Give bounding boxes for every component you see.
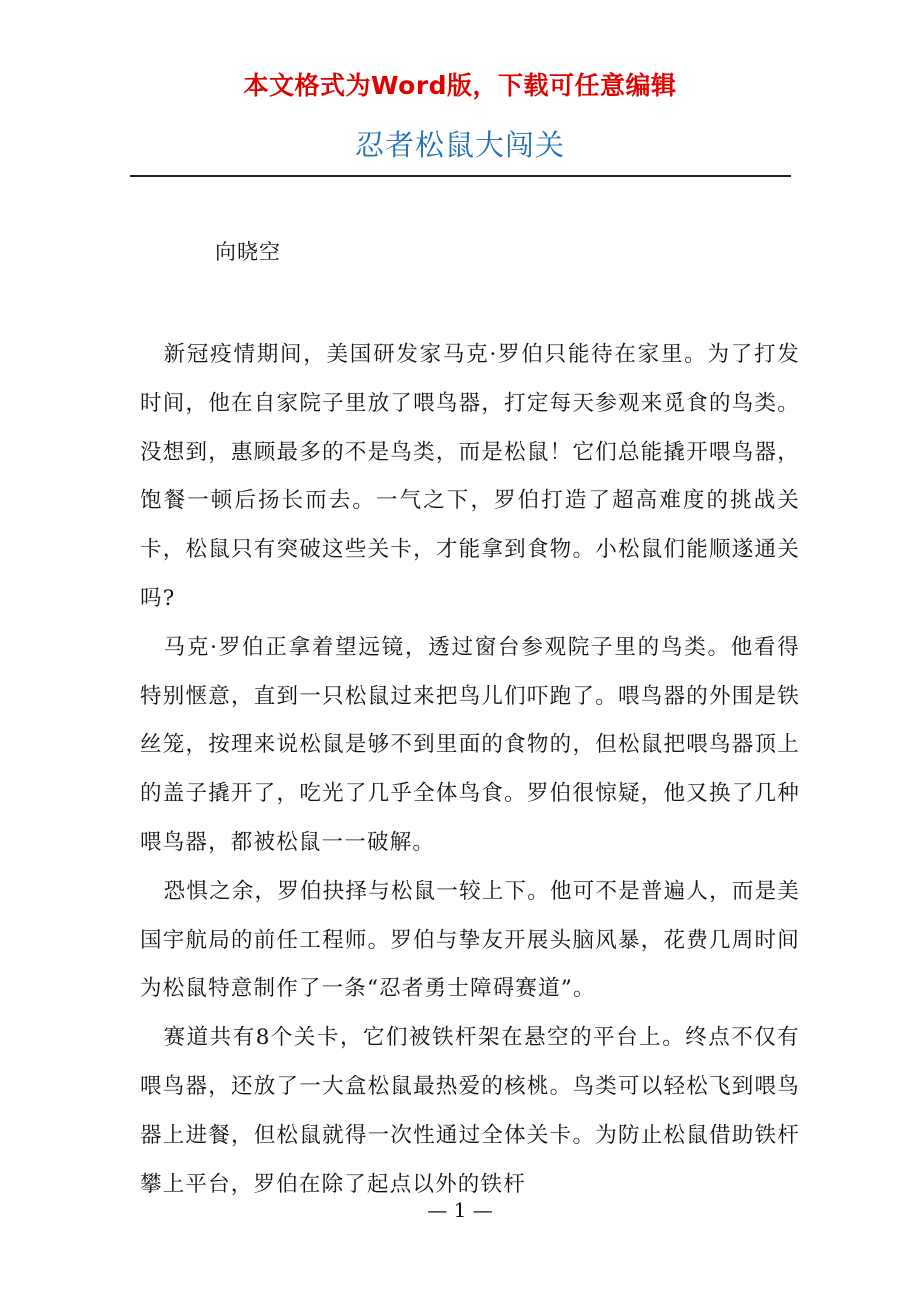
article-title: 忍者松鼠大闯关 (354, 128, 565, 162)
article-body (140, 331, 800, 1209)
author-name: 向晓空 (215, 240, 281, 264)
paragraph: 赛道共有8个关卡，它们被铁杆架在悬空的平台上。终点不仅有喂鸟器，还放了一大盒松鼠最热爱的核桃。鸟类可以轻松飞到喂鸟器上进餐，但松鼠就得一次性通过全体关卡。为防止松鼠借助铁杆攀上平台，罗伯在除了起点以外的铁杆 (140, 1025, 800, 1197)
paragraph: 新冠疫情期间，美国研发家马克·罗伯只能待在家里。为了打发时间，他在自家院子里放了喂鸟器，打定每天参观来觅食的鸟类。没想到，惠顾最多的不是鸟类，而是松鼠！它们总能撬开喂鸟器，饱餐一顿后扬长而去。一气之下，罗伯打造了超高难度的挑战关卡，松鼠只有突破这些关卡，才能拿到食物。小松鼠们能顺遂通关吗? (140, 342, 800, 611)
paragraph: 恐惧之余，罗伯抉择与松鼠一较上下。他可不是普遍人，而是美国宇航局的前任工程师。罗伯与挚友开展头脑风暴，花费几周时间为松鼠特意制作了一条“忍者勇士障碍赛道”。 (140, 878, 800, 1002)
paragraph: 马克·罗伯正拿着望远镜，透过窗台参观院子里的鸟类。他看得特别惬意，直到一只松鼠过来把鸟儿们吓跑了。喂鸟器的外围是铁丝笼，按理来说松鼠是够不到里面的食物的，但松鼠把喂鸟器顶上的盖子撬开了，吃光了几乎全体鸟食。罗伯很惊疑，他又换了几种喂鸟器，都被松鼠一一破解。 (140, 634, 800, 855)
format-notice: 本文格式为Word版，下载可任意编辑 (243, 71, 677, 100)
title-divider (130, 175, 791, 177)
page-number: — 1 — (427, 1198, 493, 1222)
